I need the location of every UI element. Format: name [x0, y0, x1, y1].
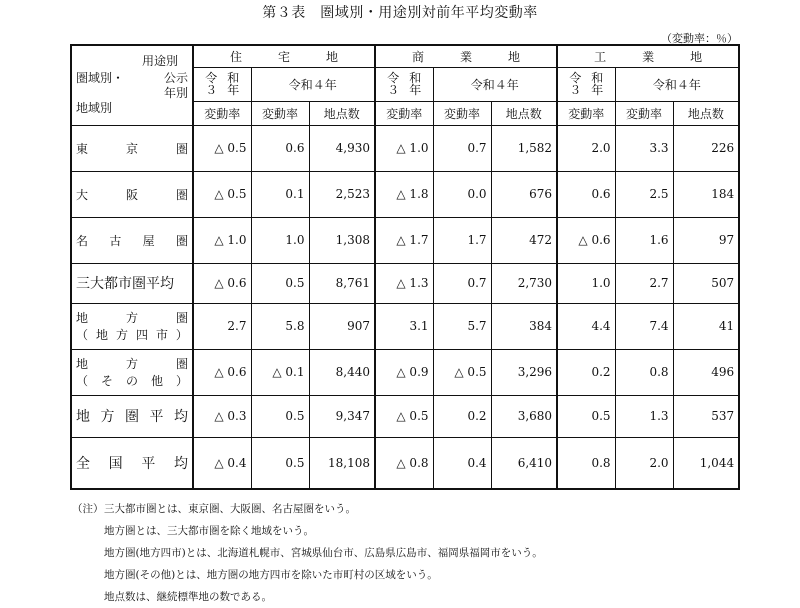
- region-sub-char: ）: [175, 374, 188, 388]
- notes: [72, 498, 752, 608]
- res-value: 18,108: [309, 437, 375, 489]
- reiwa4-header: 令和４年: [433, 67, 557, 101]
- group-commercial: 商 業 地: [375, 45, 557, 67]
- note-line: 地方圏(その他)とは、地方圏の地方四市を除いた市町村の区域をいう。: [104, 569, 438, 581]
- ind-value: 97: [673, 217, 739, 263]
- reiwa3-char: 年: [227, 83, 240, 97]
- res-value: 8,761: [309, 263, 375, 303]
- com-value: △ 1.0: [375, 125, 433, 171]
- reiwa3-char: 和: [591, 71, 604, 85]
- note-line: 三大都市圏とは、東京圏、大阪圏、名古屋圏をいう。: [104, 503, 356, 515]
- region-name-char: 圏: [175, 187, 188, 202]
- region-name-char: 全: [76, 455, 90, 472]
- res-value: △ 0.6: [193, 263, 251, 303]
- com-value: 0.7: [433, 263, 491, 303]
- reiwa3-char: 年: [591, 83, 604, 97]
- col-change-r4: 変動率: [433, 101, 491, 125]
- reiwa3-char: 和: [227, 71, 240, 85]
- col-points: 地点数: [673, 101, 739, 125]
- ind-value: 184: [673, 171, 739, 217]
- col-change-r3: 変動率: [557, 101, 615, 125]
- res-value: 0.6: [251, 125, 309, 171]
- res-value: 9,347: [309, 395, 375, 437]
- ind-value: 1.0: [557, 263, 615, 303]
- group-industrial: 工 業 地: [557, 45, 739, 67]
- note-line: 地点数は、継続標準地の数である。: [104, 591, 272, 603]
- ind-value: 496: [673, 349, 739, 395]
- res-value: 5.8: [251, 303, 309, 349]
- region-name: [71, 217, 193, 263]
- region-name-char: 均: [174, 409, 188, 425]
- region-name: [71, 303, 193, 349]
- ind-value: 2.5: [615, 171, 673, 217]
- table-row: [71, 125, 739, 171]
- region-name-char: 地: [76, 357, 89, 371]
- region-sub-char: 他: [150, 374, 163, 388]
- res-value: △ 0.5: [193, 125, 251, 171]
- ind-value: 0.6: [557, 171, 615, 217]
- reiwa3-header: [193, 67, 251, 101]
- col-change-r4: 変動率: [615, 101, 673, 125]
- region-name: [71, 349, 193, 395]
- ind-value: 0.5: [557, 395, 615, 437]
- com-value: 384: [491, 303, 557, 349]
- com-value: △ 0.8: [375, 437, 433, 489]
- com-value: △ 0.5: [433, 349, 491, 395]
- res-value: 907: [309, 303, 375, 349]
- table-row: [71, 171, 739, 217]
- region-name-char: 国: [108, 455, 123, 472]
- region-name-char: 京: [125, 141, 138, 156]
- ind-value: 537: [673, 395, 739, 437]
- notes-mark: （注）: [72, 503, 104, 515]
- region-name-char: 地: [76, 311, 89, 325]
- kouji-label-a: 公示: [163, 71, 188, 86]
- reiwa3-header: [375, 67, 433, 101]
- res-value: 0.5: [251, 437, 309, 489]
- region-name-char: 方: [100, 409, 115, 425]
- region-name-char: 地: [76, 409, 90, 425]
- ind-value: △ 0.6: [557, 217, 615, 263]
- res-value: △ 1.0: [193, 217, 251, 263]
- res-value: 0.5: [251, 263, 309, 303]
- com-value: 472: [491, 217, 557, 263]
- ind-value: 4.4: [557, 303, 615, 349]
- ind-value: 507: [673, 263, 739, 303]
- res-value: △ 0.6: [193, 349, 251, 395]
- region-name-char: 平: [149, 409, 164, 425]
- region-name-char: 均: [173, 455, 188, 472]
- note-line: 地方圏(地方四市)とは、北海道札幌市、宮城県仙台市、広島県広島市、福岡県福岡市をいう。: [104, 547, 543, 559]
- region-label-a: 圏域別・: [76, 71, 125, 86]
- com-value: 0.4: [433, 437, 491, 489]
- reiwa3-char: ３: [387, 83, 400, 97]
- ind-value: 41: [673, 303, 739, 349]
- table-row: [71, 349, 739, 395]
- ind-value: 0.2: [557, 349, 615, 395]
- region-name-char: 圏: [175, 141, 188, 156]
- com-value: △ 0.5: [375, 395, 433, 437]
- reiwa3-char: 令: [205, 71, 218, 85]
- region-name-char: 東: [76, 141, 89, 156]
- res-value: 1.0: [251, 217, 309, 263]
- com-value: 1,582: [491, 125, 557, 171]
- region-sub-char: 方: [115, 328, 128, 342]
- note-line: 地方圏とは、三大都市圏を除く地域をいう。: [104, 525, 314, 537]
- com-value: 3.1: [375, 303, 433, 349]
- ind-value: 0.8: [557, 437, 615, 489]
- reiwa4-header: 令和４年: [615, 67, 739, 101]
- region-name: [71, 263, 193, 303]
- table-row: [71, 263, 739, 303]
- region-sub-char: 四: [135, 328, 148, 342]
- page-title: 第３表 圏域別・用途別対前年平均変動率: [262, 5, 538, 21]
- com-value: △ 1.7: [375, 217, 433, 263]
- ind-value: 1,044: [673, 437, 739, 489]
- region-name-char: 圏: [175, 357, 188, 371]
- table-row: [71, 303, 739, 349]
- region-name: [71, 395, 193, 437]
- reiwa3-header: [557, 67, 615, 101]
- res-value: 2,523: [309, 171, 375, 217]
- ind-value: 1.6: [615, 217, 673, 263]
- res-value: △ 0.1: [251, 349, 309, 395]
- col-change-r3: 変動率: [375, 101, 433, 125]
- header-corner-cell: [71, 45, 193, 125]
- region-name-char: 圏: [175, 233, 188, 248]
- region-sub-char: （: [76, 374, 89, 388]
- com-value: 5.7: [433, 303, 491, 349]
- res-value: 0.1: [251, 171, 309, 217]
- ind-value: 2.7: [615, 263, 673, 303]
- com-value: 0.2: [433, 395, 491, 437]
- res-value: 8,440: [309, 349, 375, 395]
- ind-value: 3.3: [615, 125, 673, 171]
- reiwa3-char: 年: [409, 83, 422, 97]
- use-label: 用途別: [141, 54, 178, 69]
- region-name: [71, 437, 193, 489]
- col-change-r4: 変動率: [251, 101, 309, 125]
- col-change-r3: 変動率: [193, 101, 251, 125]
- reiwa3-char: ３: [569, 83, 582, 97]
- region-name-char: 名: [76, 233, 89, 248]
- col-points: 地点数: [309, 101, 375, 125]
- region-name-char: 古: [109, 233, 122, 248]
- com-value: 6,410: [491, 437, 557, 489]
- region-sub-char: 市: [155, 328, 168, 342]
- com-value: 3,680: [491, 395, 557, 437]
- reiwa4-header: 令和４年: [251, 67, 375, 101]
- table-row: [71, 217, 739, 263]
- com-value: △ 1.8: [375, 171, 433, 217]
- region-name: [71, 171, 193, 217]
- ind-value: 1.3: [615, 395, 673, 437]
- region-name-char: 圏: [175, 311, 188, 325]
- com-value: 1.7: [433, 217, 491, 263]
- region-name-char: 方: [125, 357, 138, 371]
- res-value: △ 0.4: [193, 437, 251, 489]
- com-value: 2,730: [491, 263, 557, 303]
- res-value: △ 0.5: [193, 171, 251, 217]
- region-name: [71, 125, 193, 171]
- reiwa3-char: 令: [569, 71, 582, 85]
- res-value: 2.7: [193, 303, 251, 349]
- region-name-char: 平: [141, 455, 156, 472]
- region-label-b: 地域別: [76, 101, 113, 116]
- kouji-label-b: 年別: [163, 86, 188, 101]
- group-residential: 住 宅 地: [193, 45, 375, 67]
- region-name-char: 圏: [125, 409, 139, 425]
- region-name-char: 屋: [142, 233, 155, 248]
- reiwa3-char: 和: [409, 71, 422, 85]
- reiwa3-char: ３: [205, 83, 218, 97]
- com-value: 0.0: [433, 171, 491, 217]
- region-sub-char: 地: [95, 328, 108, 342]
- region-sub-char: ）: [175, 328, 188, 342]
- ind-value: 2.0: [557, 125, 615, 171]
- res-value: 1,308: [309, 217, 375, 263]
- region-name-text: 三大都市圏平均: [76, 276, 174, 292]
- unit-label: （変動率：％）: [661, 32, 738, 45]
- price-change-table: [70, 44, 740, 490]
- region-name-char: 大: [76, 187, 89, 202]
- table-row: [71, 395, 739, 437]
- ind-value: 7.4: [615, 303, 673, 349]
- table-row: [71, 437, 739, 489]
- com-value: 0.7: [433, 125, 491, 171]
- com-value: △ 0.9: [375, 349, 433, 395]
- reiwa3-char: 令: [387, 71, 400, 85]
- com-value: 3,296: [491, 349, 557, 395]
- col-points: 地点数: [491, 101, 557, 125]
- res-value: 4,930: [309, 125, 375, 171]
- com-value: △ 1.3: [375, 263, 433, 303]
- com-value: 676: [491, 171, 557, 217]
- ind-value: 0.8: [615, 349, 673, 395]
- region-sub-char: の: [125, 374, 138, 388]
- ind-value: 2.0: [615, 437, 673, 489]
- region-sub-char: （: [76, 328, 89, 342]
- res-value: 0.5: [251, 395, 309, 437]
- region-name-char: 方: [125, 311, 138, 325]
- res-value: △ 0.3: [193, 395, 251, 437]
- region-name-char: 阪: [125, 187, 138, 202]
- ind-value: 226: [673, 125, 739, 171]
- region-sub-char: そ: [100, 374, 113, 388]
